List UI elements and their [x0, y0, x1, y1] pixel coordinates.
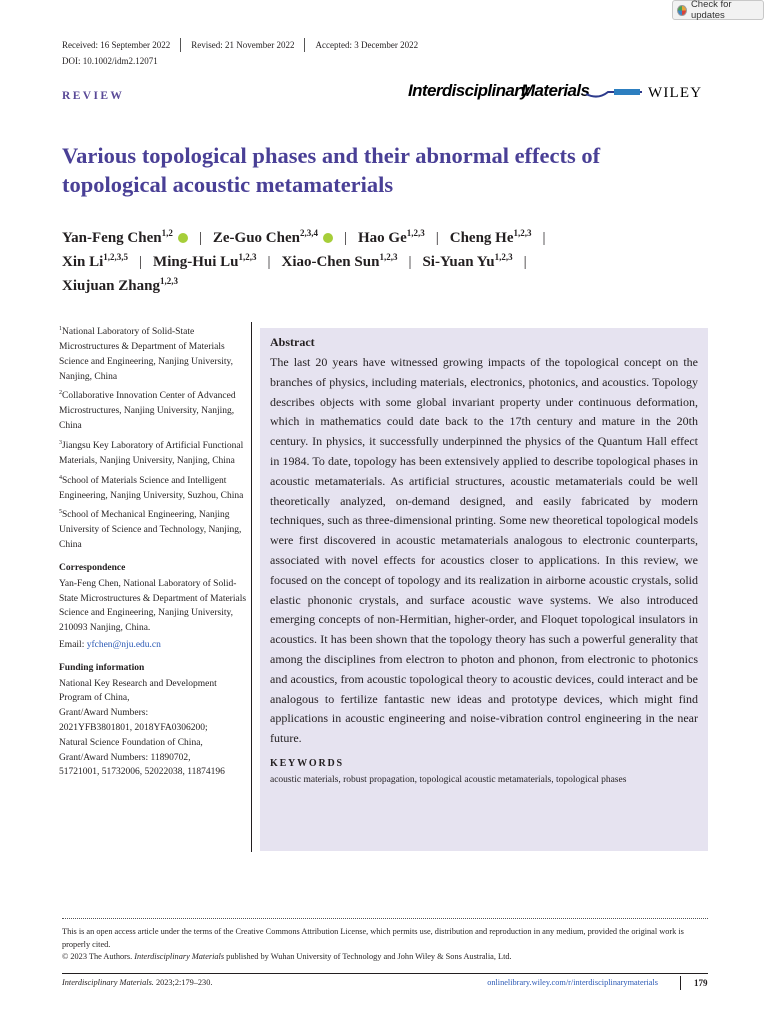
section-label: REVIEW [62, 90, 125, 102]
copyright [62, 951, 712, 964]
author-name: Ze-Guo Chen [212, 230, 300, 246]
correspondence-email [59, 638, 247, 653]
citation-details: 2023;2:179–230. [153, 978, 213, 987]
affiliation-number: 5 [59, 509, 62, 516]
author-list [62, 226, 712, 298]
column-divider [251, 322, 252, 852]
update-badge-icon [677, 5, 687, 16]
affiliation-number: 2 [59, 390, 62, 397]
abstract-box [260, 328, 708, 851]
affiliation-number: 1 [59, 326, 62, 332]
orcid-icon[interactable] [178, 233, 188, 243]
journal-logo-graphic [408, 78, 713, 104]
check-for-updates-label: Check for updates [690, 0, 732, 21]
copyright-pre: © 2023 The Authors. [62, 952, 135, 961]
journal-url-link[interactable]: onlinelibrary.wiley.com/r/interdisciplinarymaterials [487, 978, 658, 987]
author-separator: | [542, 230, 546, 246]
journal-logo [408, 78, 713, 104]
author-name: Ming-Hui Lu [153, 254, 239, 270]
funding-line: 2021YFB3801801, 2018YFA0306200; [59, 722, 208, 733]
correspondence-text: Yan-Feng Chen, National Laboratory of Solid-State Microstructures & Department of Materials Science and Engineering, Nanjing University, 210093 Nanjing, China. [59, 578, 247, 634]
author-separator: | [139, 254, 143, 270]
author [450, 230, 532, 246]
logo-journal-part2: Materials [521, 81, 590, 100]
affiliation-number: 4 [59, 474, 62, 481]
funding-line: 51721001, 51732006, 52022038, 11874196 [59, 767, 225, 778]
author-affiliation-number: 1,2,3 [379, 252, 398, 262]
author-separator: | [523, 254, 527, 270]
revised-date: Revised: 21 November 2022 [191, 40, 295, 50]
author-name: Xiujuan Zhang [62, 278, 160, 294]
author-affiliation-number: 1,2,3,5 [103, 252, 129, 262]
page-number: 179 [680, 976, 708, 990]
author-name: Hao Ge [357, 230, 407, 246]
affiliations [59, 322, 247, 553]
affiliation [59, 436, 247, 469]
author-name: Yan-Feng Chen [62, 230, 162, 246]
affiliation-number: 3 [59, 439, 62, 446]
author [153, 254, 256, 270]
author-separator: | [198, 230, 202, 246]
correspondence-heading: Correspondence [59, 562, 126, 573]
affiliation-text: School of Materials Science and Intelligent Engineering, Nanjing University, Suzhou, China [59, 475, 244, 501]
author-affiliation-number: 1,2 [161, 228, 173, 238]
author [62, 254, 128, 270]
publisher-name: WILEY [648, 85, 703, 101]
funding-line: Grant/Award Numbers: [59, 708, 149, 719]
abstract-body: The last 20 years have witnessed growing impacts of the topological concept on the branches of physics, including materials, electronics, photonics, and acoustics. Topology describes objects with some global invariant property under continuous deformation, which in mathematics could date back to the 17th century and mature in the 20th century. In physics, it successfully underpinned the physics of the Quantum Hall effect in 1984. To date, topology has been extensively applied to describe topological phases in acoustic metamaterials. As artificial structures, acoustic metamaterials could be well theoretically analyzed, on-demand designed, and easily fabricated by modern techniques, such as three-dimensional printing. Some new theoretical topological models were first discovered in acoustic metamaterials analogous to electronic counterparts, associated with novel effects for acoustics closer to applications. In this review, we focused on the concept of topology and its realization in airborne acoustic crystals, solid elastic phononic crystals, and surface acoustic wave systems. We also introduced emerging concepts of non-Hermitian, higher-order, and Floquet topological insulators in acoustics. It has been shown that the topology theory has such a powerful generality that among the disciplines from electron to photon and phonon, from electronic to photonics and acoustics, from acoustic topological theory to acoustic devices, could interact and be analogous to fertilize fantastic new ideas and prototype devices, which might find applications in acoustic engineering and noise-vibration control engineering in the near future. [270, 355, 698, 746]
author-affiliation-number: 1,2,3 [494, 252, 513, 262]
affiliation-text: School of Mechanical Engineering, Nanjing University of Science and Technology, Nanjing, China [59, 510, 242, 551]
funding-line: Grant/Award Numbers: 11890702, [59, 752, 191, 763]
doi[interactable]: DOI: 10.1002/idm2.12071 [62, 56, 158, 66]
email-label: Email: [59, 639, 87, 650]
funding-heading: Funding information [59, 662, 145, 673]
copyright-post: published by Wuhan University of Technology and John Wiley & Sons Australia, Ltd. [224, 952, 512, 961]
logo-journal-part1: Interdisciplinary [408, 81, 530, 100]
copyright-journal: Interdisciplinary Materials [134, 952, 225, 961]
funding-line: Natural Science Foundation of China, [59, 737, 203, 748]
check-for-updates-button[interactable] [672, 0, 764, 20]
affiliation [59, 386, 247, 434]
citation-journal: Interdisciplinary Materials. [62, 978, 154, 987]
divider [180, 38, 181, 52]
author [422, 254, 512, 270]
author-name: Xin Li [62, 254, 104, 270]
abstract-heading: Abstract [270, 335, 315, 349]
author-separator: | [408, 254, 412, 270]
keywords-heading: KEYWORDS [270, 757, 344, 769]
author-separator: | [435, 230, 439, 246]
affiliation [59, 505, 247, 553]
author-name: Cheng He [449, 230, 514, 246]
author [213, 230, 333, 246]
author [281, 254, 397, 270]
author-affiliation-number: 2,3,4 [299, 228, 318, 238]
keywords: acoustic materials, robust propagation, topological acoustic metamaterials, topological phases [270, 774, 627, 785]
author-separator: | [343, 230, 347, 246]
affiliation-text: National Laboratory of Solid-State Microstructures & Department of Materials Science and Engineering, Nanjing University, Nanjing, China [59, 327, 234, 382]
funding-line: National Key Research and Development Program of China, [59, 678, 217, 704]
author-separator: | [267, 254, 271, 270]
affiliation-text: Jiangsu Key Laboratory of Artificial Functional Materials, Nanjing University, Nanjing, China [59, 441, 244, 466]
footer-rule [62, 973, 708, 974]
article-title: Various topological phases and their abnormal effects of topological acoustic metamaterials [62, 143, 601, 197]
author-name: Xiao-Chen Sun [281, 254, 380, 270]
affiliation [59, 322, 247, 384]
email-link[interactable]: yfchen@nju.edu.cn [86, 639, 161, 650]
accepted-date: Accepted: 3 December 2022 [315, 40, 419, 50]
author-affiliation-number: 1,2,3 [238, 252, 257, 262]
author-affiliation-number: 1,2,3 [406, 228, 425, 238]
article-info-column [59, 322, 247, 780]
divider [304, 38, 305, 52]
author-name: Si-Yuan Yu [422, 254, 495, 270]
license-notice [62, 926, 712, 964]
author-affiliation-number: 1,2,3 [159, 276, 178, 286]
open-access-tag [614, 89, 640, 95]
author [358, 230, 425, 246]
funding-info [59, 677, 247, 781]
article-dates [62, 38, 418, 52]
citation [62, 978, 212, 987]
affiliation-text: Collaborative Innovation Center of Advanced Microstructures, Nanjing University, Nanjing, China [59, 391, 236, 432]
author [62, 230, 188, 246]
license-text: This is an open access article under the terms of the Creative Commons Attribution License, which permits use, distribution and reproduction in any medium, provided the original work is properly cited. [62, 927, 684, 949]
affiliation [59, 471, 247, 504]
received-date: Received: 16 September 2022 [62, 40, 171, 50]
footer-dotted-rule [62, 918, 708, 919]
author-affiliation-number: 1,2,3 [513, 228, 532, 238]
author [62, 278, 178, 294]
orcid-icon[interactable] [323, 233, 333, 243]
